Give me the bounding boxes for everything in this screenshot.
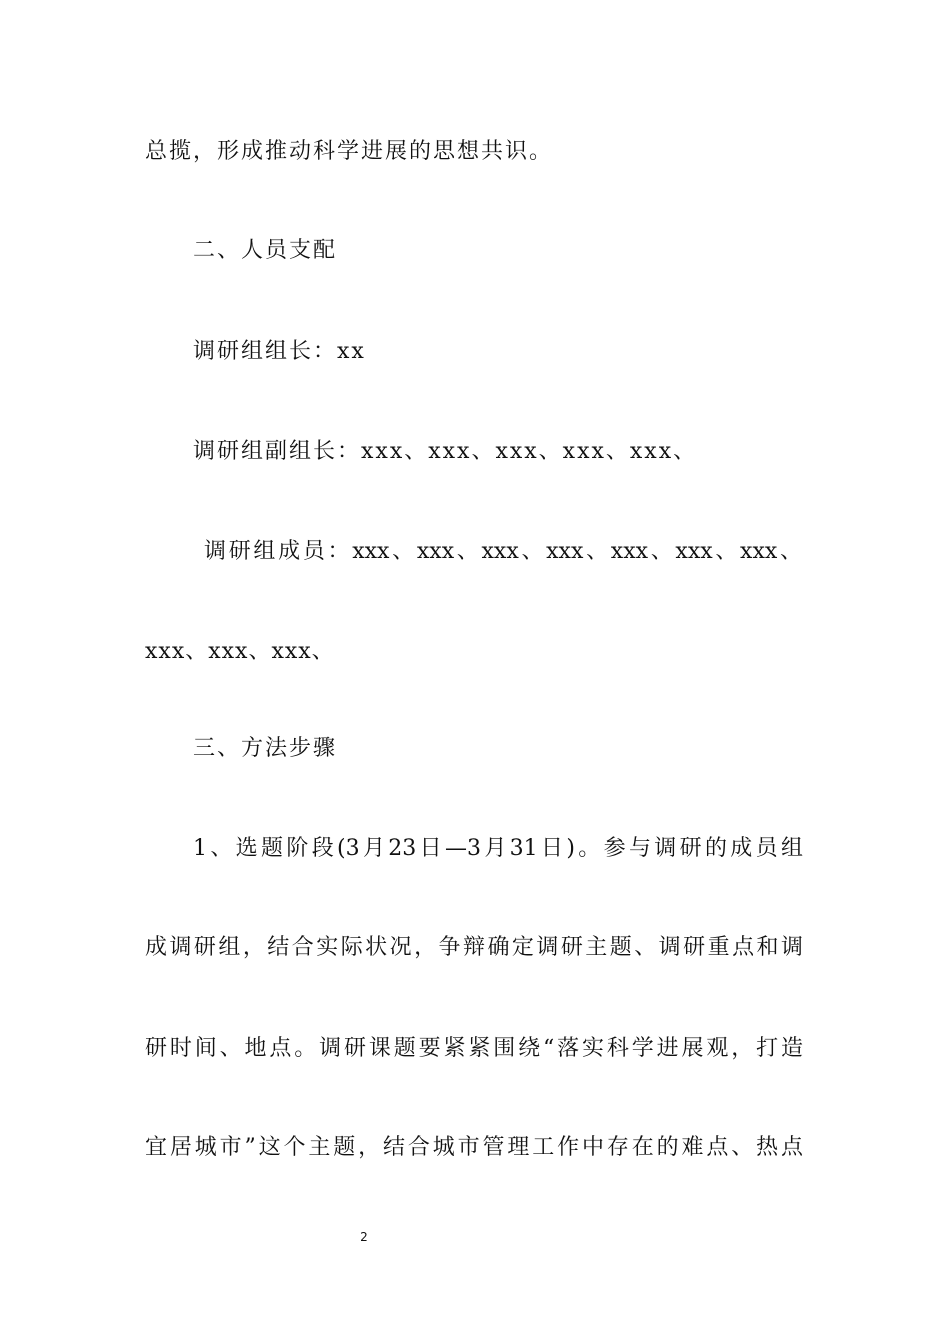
page-number: 2: [360, 1230, 368, 1244]
section-heading-personnel: 二、人员支配: [193, 238, 338, 263]
section-heading-methods: 三、方法步骤: [193, 736, 338, 761]
step-one-line-3: 研时间、地点。调研课题要紧紧围绕“落实科学进展观，打造: [145, 1036, 803, 1061]
step-one-line-4: 宜居城市”这个主题，结合城市管理工作中存在的难点、热点: [145, 1135, 803, 1160]
step-one-line-2: 成调研组，结合实际状况，争辩确定调研主题、调研重点和调: [145, 935, 803, 960]
team-members-continued-line: xxx、xxx、xxx、: [145, 639, 335, 664]
step-one-line-1: 1、选题阶段(3月23日—3月31日)。参与调研的成员组: [193, 836, 803, 861]
deputy-leaders-line: 调研组副组长：xxx、xxx、xxx、xxx、xxx、: [193, 439, 698, 464]
paragraph-line-1: 总揽，形成推动科学进展的思想共识。: [145, 139, 554, 164]
team-members-line: 调研组成员：xxx、xxx、xxx、xxx、xxx、xxx、xxx、: [204, 539, 802, 564]
team-leader-line: 调研组组长：xx: [193, 339, 366, 364]
